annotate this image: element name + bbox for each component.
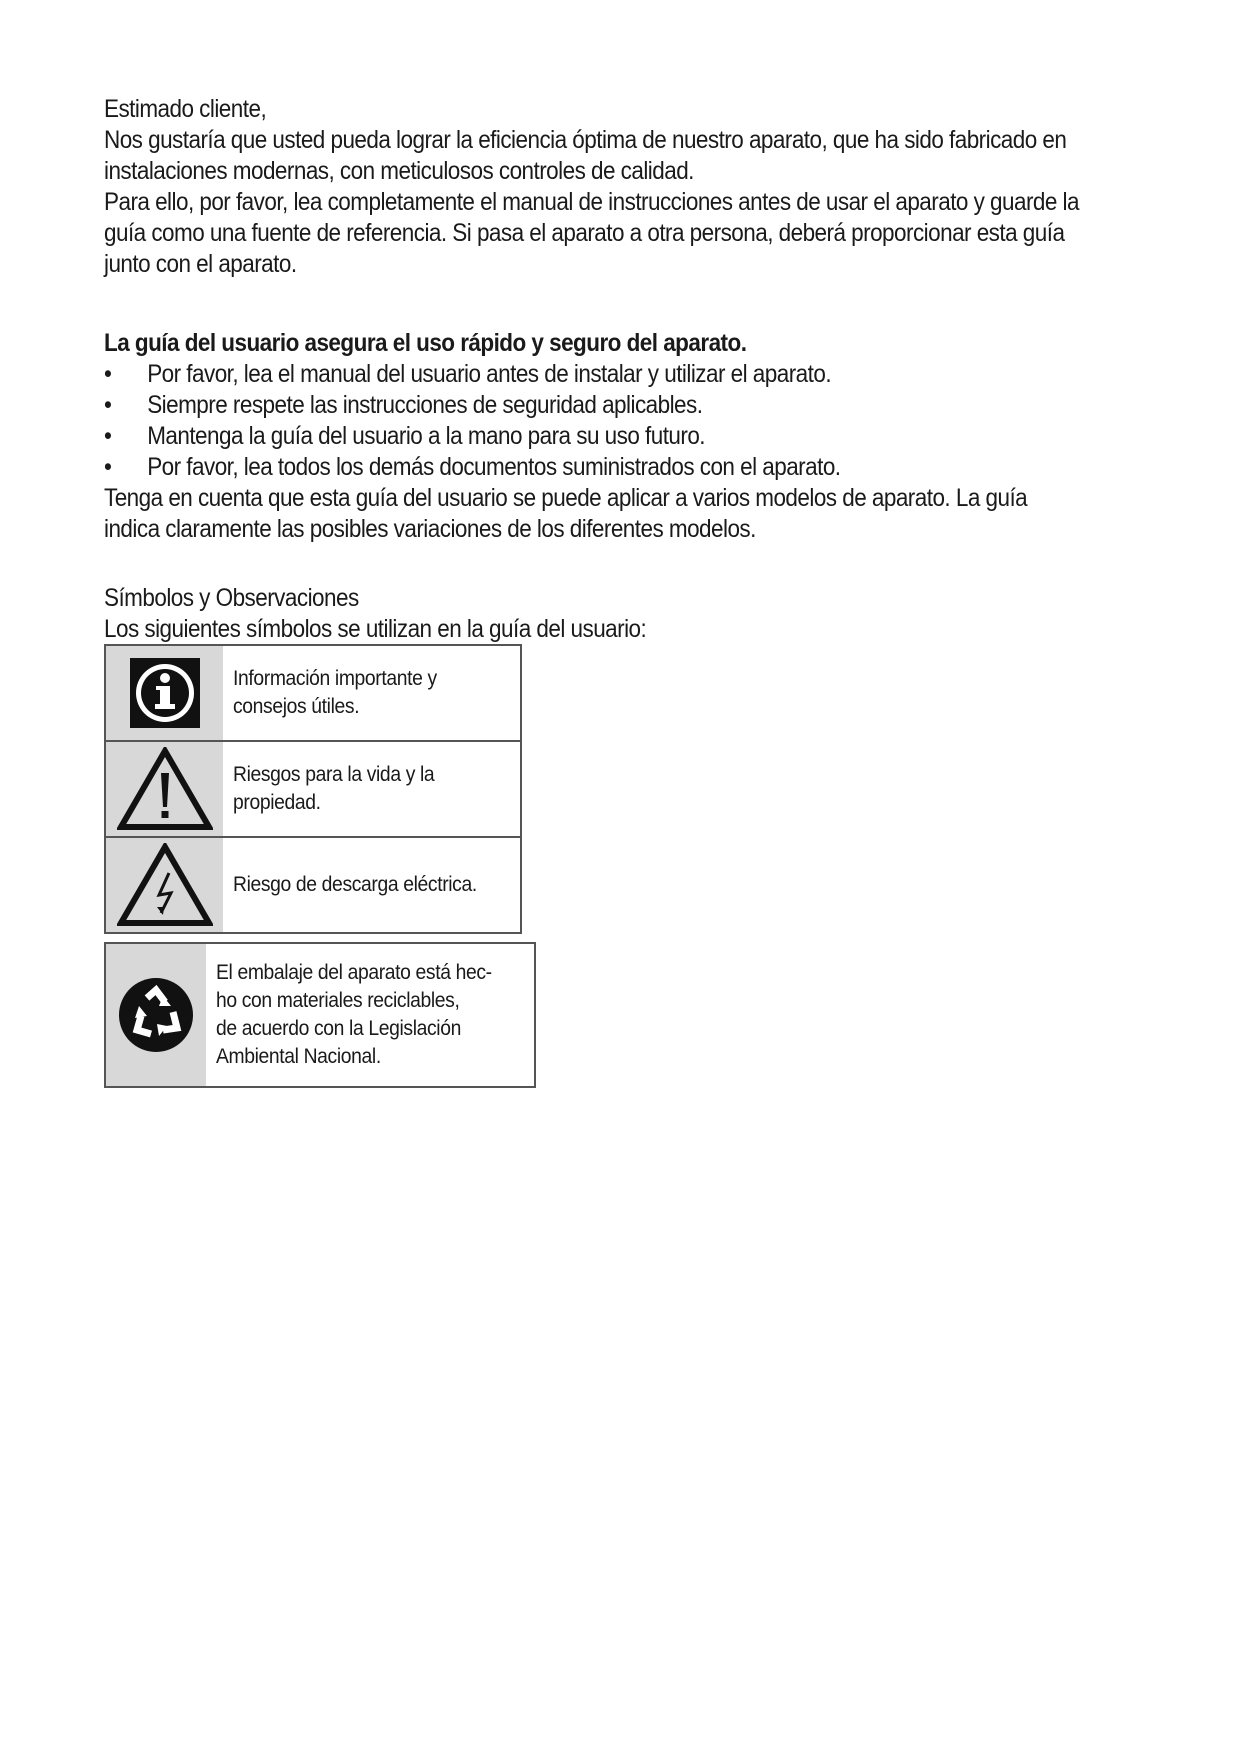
list-item	[104, 421, 1130, 452]
info-icon	[106, 646, 223, 740]
symbols-subtitle: Los siguientes símbolos se utilizan en la guía del usuario:	[104, 615, 647, 643]
symbol-row-warning	[106, 742, 520, 838]
bullet-glyph: •	[104, 391, 112, 419]
section-heading: La guía del usuario asegura el uso rápido y seguro del aparato.	[104, 329, 747, 357]
list-item-text: Por favor, lea todos los demás documentos suministrados con el aparato.	[147, 453, 841, 481]
note-line-1: Tenga en cuenta que esta guía del usuario se puede aplicar a varios modelos de aparato. La guía	[104, 484, 1028, 512]
document-page	[104, 94, 1144, 645]
intro-line-5: junto con el aparato.	[104, 250, 297, 278]
symbols-title: Símbolos y Observaciones	[104, 584, 359, 612]
list-item	[104, 390, 1130, 421]
list-item-text: Siempre respete las instrucciones de seguridad aplicables.	[147, 391, 703, 419]
symbols-table	[104, 644, 522, 934]
electric-shock-icon	[106, 838, 223, 932]
symbol-row-info	[106, 646, 520, 742]
intro-line-1: Nos gustaría que usted pueda lograr la eficiencia óptima de nuestro aparato, que ha sido fabricado en	[104, 126, 1067, 154]
spacer	[104, 545, 1130, 583]
document-body	[104, 94, 1130, 645]
recycle-icon	[106, 944, 206, 1086]
symbol-text: Riesgos para la vida y la propiedad.	[233, 763, 435, 814]
list-item-text: Por favor, lea el manual del usuario antes de instalar y utilizar el aparato.	[147, 360, 832, 388]
symbol-text: Información importante y consejos útiles.	[233, 667, 437, 718]
note-line-2: indica claramente las posibles variaciones de los diferentes modelos.	[104, 515, 756, 543]
spacer	[104, 280, 1130, 328]
greeting: Estimado cliente,	[104, 95, 267, 123]
intro-line-3: Para ello, por favor, lea completamente el manual de instrucciones antes de usar el aparato y guarde la	[104, 188, 1079, 216]
list-item	[104, 452, 1130, 483]
bullet-glyph: •	[104, 360, 112, 388]
recycle-notice	[104, 942, 536, 1088]
warning-icon	[106, 742, 223, 836]
list-item	[104, 359, 1130, 390]
bullet-glyph: •	[104, 422, 112, 450]
list-item-text: Mantenga la guía del usuario a la mano para su uso futuro.	[147, 422, 706, 450]
intro-line-4: guía como una fuente de referencia. Si pasa el aparato a otra persona, deberá proporcionar esta guía	[104, 219, 1065, 247]
recycle-text: El embalaje del aparato está hec- ho con materiales reciclables, de acuerdo con la Legislación Ambiental Nacional.	[216, 961, 492, 1068]
bullet-list	[104, 359, 1130, 483]
intro-line-2: instalaciones modernas, con meticulosos controles de calidad.	[104, 157, 694, 185]
symbol-text: Riesgo de descarga eléctrica.	[233, 873, 477, 896]
symbol-row-electric	[106, 838, 520, 932]
bullet-glyph: •	[104, 453, 112, 481]
